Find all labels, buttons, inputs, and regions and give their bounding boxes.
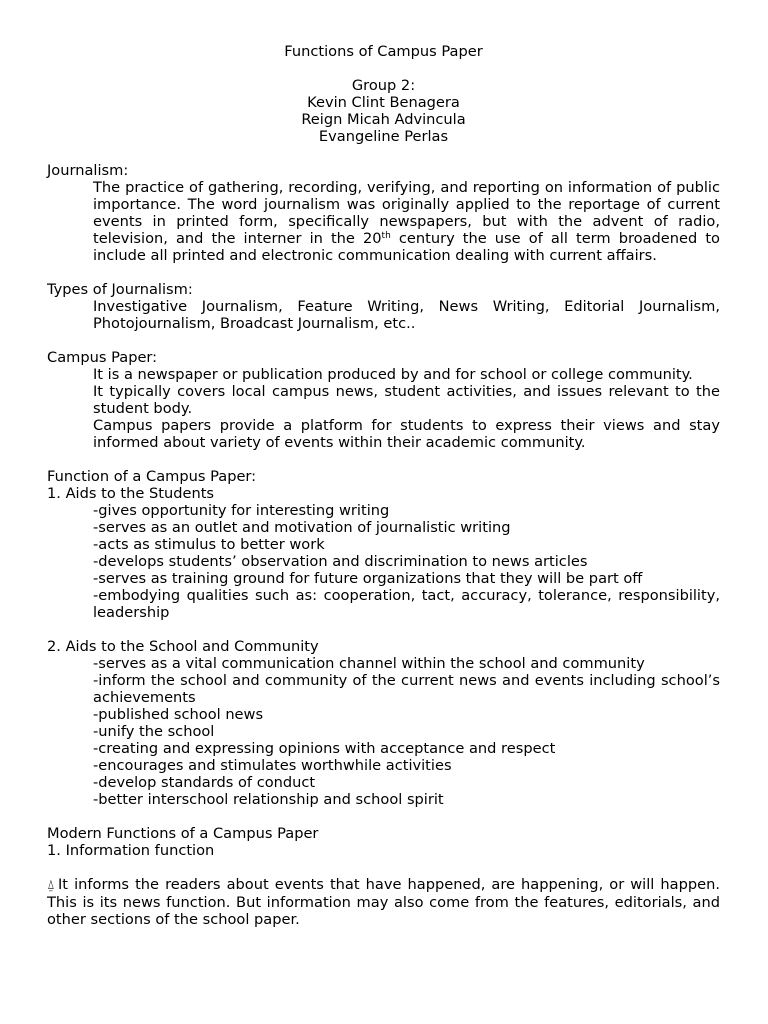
section-heading: Types of Journalism:: [47, 281, 193, 298]
paragraph-text: It informs the readers about events that have happened, are happening, or will happen. This is its news function. But information may also come from the features, editorials, and other sections of the school paper.: [47, 876, 720, 928]
list-item: -develops students’ observation and discrimination to news articles: [93, 553, 588, 570]
group-label: Group 2:: [351, 77, 416, 94]
subsection-title: 2. Aids to the School and Community: [47, 638, 319, 655]
section-campus-paper: [47, 349, 720, 451]
list-item: -unify the school: [93, 723, 215, 740]
member-name: Reign Micah Advincula: [301, 111, 466, 128]
bullet-icon: ⍙: [47, 878, 55, 893]
document-title: Functions of Campus Paper: [284, 43, 483, 60]
list-item: -embodying qualities such as: cooperation, tact, accuracy, tolerance, responsibility, leadership: [93, 587, 720, 621]
list-item: -gives opportunity for interesting writing: [93, 502, 390, 519]
types-list: Investigative Journalism, Feature Writing, News Writing, Editorial Journalism, Photojournalism, Broadcast Journalism, etc..: [93, 298, 720, 332]
list-item: -inform the school and community of the current news and events including school’s achievements: [93, 672, 720, 706]
section-journalism: [47, 162, 720, 264]
definition-text: century the use of all term broadened to include all printed and electronic communication dealing with current affairs.: [93, 230, 720, 264]
document-page: [47, 43, 720, 928]
definition-text: The practice of gathering, recording, verifying, and reporting on information of public importance. The word journalism was originally applied to the reportage of current events in printed form, specifically newspapers, but with the advent of radio, television, and the interner in the 20: [93, 179, 720, 247]
list-item: -serves as training ground for future organizations that they will be part off: [93, 570, 643, 587]
list-item: -serves as an outlet and motivation of journalistic writing: [93, 519, 511, 536]
list-item: -better interschool relationship and school spirit: [93, 791, 444, 808]
spacer: [47, 859, 720, 876]
spacer: [47, 808, 720, 825]
spacer: [47, 451, 720, 468]
spacer: [47, 264, 720, 281]
section-types: [47, 281, 720, 332]
campus-paper-paragraph: Campus papers provide a platform for students to express their views and stay informed about variety of events within their academic community.: [93, 417, 720, 451]
member-name: Evangeline Perlas: [318, 128, 449, 145]
list-item: -encourages and stimulates worthwhile activities: [93, 757, 452, 774]
superscript: th: [381, 231, 391, 241]
list-item: -creating and expressing opinions with acceptance and respect: [93, 740, 556, 757]
section-heading: Modern Functions of a Campus Paper: [47, 825, 319, 842]
section-heading: Function of a Campus Paper:: [47, 468, 257, 485]
spacer: [47, 145, 720, 162]
section-function: [47, 468, 720, 808]
campus-paper-paragraph: It is a newspaper or publication produced by and for school or college community.: [93, 366, 693, 383]
spacer: [47, 332, 720, 349]
document-header: [47, 43, 720, 145]
subsection-title: 1. Information function: [47, 842, 215, 859]
list-item: -develop standards of conduct: [93, 774, 316, 791]
section-modern-functions: [47, 825, 720, 928]
list-item: -published school news: [93, 706, 264, 723]
information-function-paragraph: [47, 876, 720, 928]
list-item: -serves as a vital communication channel within the school and community: [93, 655, 645, 672]
subsection-title: 1. Aids to the Students: [47, 485, 215, 502]
journalism-definition: [93, 179, 720, 264]
member-name: Kevin Clint Benagera: [307, 94, 460, 111]
section-heading: Campus Paper:: [47, 349, 158, 366]
campus-paper-paragraph: It typically covers local campus news, student activities, and issues relevant to the student body.: [93, 383, 720, 417]
spacer: [47, 621, 720, 638]
section-heading: Journalism:: [47, 162, 129, 179]
list-item: -acts as stimulus to better work: [93, 536, 325, 553]
